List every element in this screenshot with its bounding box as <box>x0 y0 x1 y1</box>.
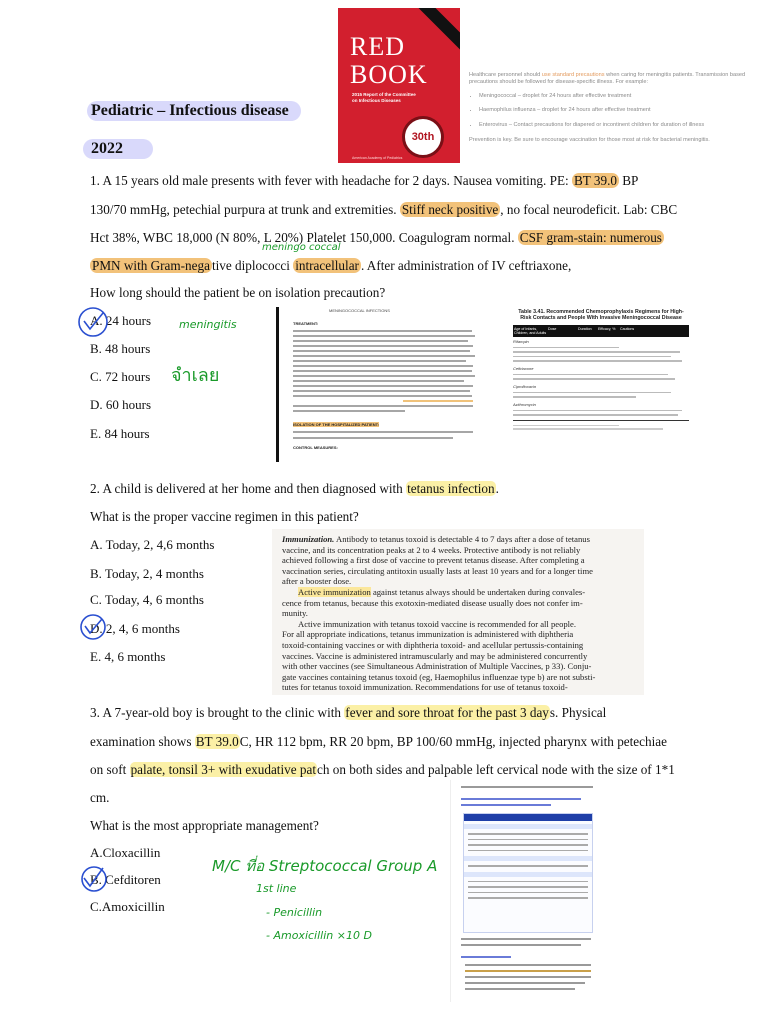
q1-option-a[interactable]: A. 24 hours <box>90 313 152 328</box>
table-drug: Ciprofloxacin <box>513 383 537 389</box>
reference-line: vaccination series, circulating antitoxin usually lasts at least 10 years and for a longer time <box>282 565 593 576</box>
table-header-row: Age of Infants, Children, and Adults Dose Duration Efficacy, % Cautions <box>513 325 689 337</box>
q3-answer-circle-icon <box>78 862 110 894</box>
reference-line: For all appropriate indications, tetanus immunization is administered with diphtheria <box>282 629 574 640</box>
q2-option-e[interactable]: E. 4, 6 months <box>90 649 166 664</box>
q3-option-a[interactable]: A.Cloxacillin <box>90 845 161 860</box>
reference-line: gate vaccines containing tetanus toxoid (eg, Haemophilus influenzae type b) are not substi- <box>282 671 596 682</box>
cover-publisher: American Academy of Pediatrics <box>352 156 403 160</box>
q3-line3: on soft palate, tonsil 3+ with exudative patch on both sides and palpable left cervical node with the size of 1*1 <box>90 762 675 777</box>
reference-line: vaccines. Vaccine is administered intramuscularly and may be administered concurrently <box>282 650 588 661</box>
guidance-bullet: • Enterovirus – Contact precautions for diapered or incontinent children for duration of illness <box>479 122 751 129</box>
reference-line: with other vaccines (see Simultaneous Administration of Multiple Vaccines, p 33). Conju- <box>282 661 592 672</box>
q1-hl-intracellular: intracellular <box>295 258 359 273</box>
q1-chemoprophylaxis-table <box>513 309 689 471</box>
cover-corner-band <box>414 8 460 53</box>
ref-text-lines <box>293 327 479 415</box>
cover-subtitle: 2015 Report of the Committee on Infectious Diseases <box>352 92 416 103</box>
reference-line: cence from tetanus, because this exotoxin-mediated disease usually does not confer im- <box>282 597 583 608</box>
ref-isolation-label: ISOLATION OF THE HOSPITALIZED PATIENT: <box>293 422 379 427</box>
guidance-intro: Healthcare personnel should use standard precautions when caring for meningitis patients. Transmission based precautions should be followed for disease-specific illness. For example: <box>469 72 746 86</box>
q1-option-e[interactable]: E. 84 hours <box>90 426 150 441</box>
reference-line: achieved following a first dose of vaccine to prevent tetanus disease. After completing a <box>282 555 585 566</box>
q3-guideline-excerpt <box>450 780 601 1002</box>
note-thai: จำเลย <box>171 365 220 386</box>
reference-line: Immunization. Antibody to tetanus toxoid is detectable 4 to 7 days after a dose of tetanus <box>282 534 590 544</box>
ref-control-label: CONTROL MEASURES: <box>293 445 338 450</box>
note-amoxicillin: - Amoxicillin ×10 D <box>266 929 372 942</box>
table-body <box>513 339 689 430</box>
q1-line2: 130/70 mmHg, petechial purpura at trunk and extremities. Stiff neck positive , no focal neurodeficit. Lab: CBC <box>90 202 678 217</box>
q2-reference-passage <box>272 529 644 695</box>
q3-line4: cm. <box>90 790 110 805</box>
q3-question: What is the most appropriate management? <box>90 818 319 833</box>
note-mc-strep: M/C ที่อ Streptococcal Group A <box>212 857 438 875</box>
q1-line4: PMN with Gram-nega tive diplococci intracellular . After administration of IV ceftriaxone, <box>92 258 572 273</box>
reference-line: munity. <box>282 608 308 619</box>
ref-treatment-label: TREATMENT: <box>293 321 319 326</box>
q1-hl-bt: BT 39.0 <box>573 173 617 188</box>
cover-title-1: RED <box>350 32 405 61</box>
q2-question: What is the proper vaccine regimen in this patient? <box>90 509 359 524</box>
table-title: Table 3.41. Recommended Chemoprophylaxis Regimens for High-Risk Contacts and People With Invasive Meningococcal Disease <box>518 309 684 322</box>
cover-30th-badge <box>402 116 444 158</box>
guidance-bullet: • Haemophilus influenza – droplet for 24 hours after effective treatment <box>479 107 751 114</box>
q3-option-c[interactable]: C.Amoxicillin <box>90 899 165 914</box>
q2-hl-tetanus: tetanus infection <box>407 481 495 496</box>
cover-title-2: BOOK <box>350 60 428 89</box>
reference-line: Active immunization with tetanus toxoid vaccine is recommended for all people. <box>298 618 577 629</box>
q2-answer-circle-icon <box>78 612 108 642</box>
badge-text: 30th <box>411 131 435 143</box>
q1-hl-pmn: PMN with Gram-nega <box>92 258 210 273</box>
q3-hl-tonsil: palate, tonsil 3+ with exudative pat <box>130 762 316 777</box>
reference-line: Active immunization against tetanus always should be undertaken during convales- <box>298 586 586 597</box>
standard-precautions-link[interactable]: use standard precautions <box>541 72 605 78</box>
q1-option-b[interactable]: B. 48 hours <box>90 341 151 356</box>
q1-hl-stiffneck: Stiff neck positive <box>401 202 499 217</box>
guidance-bullet: • Meningococcal – droplet for 24 hours after effective treatment <box>479 93 751 100</box>
note-meningitis: meningitis <box>179 318 237 331</box>
q1-question: How long should the patient be on isolation precaution? <box>90 285 386 300</box>
table-drug: Rifampin <box>513 338 529 344</box>
guidance-bullets <box>469 93 751 129</box>
q3-option-b[interactable]: B. Cefditoren <box>90 872 161 887</box>
q2-option-b[interactable]: B. Today, 2, 4 months <box>90 566 204 581</box>
ref-header: MENINGOCOCCAL INFECTIONS <box>329 308 390 313</box>
page-title: Pediatric – Infectious disease <box>87 101 301 121</box>
q2-option-c[interactable]: C. Today, 4, 6 months <box>90 592 204 607</box>
q3-line1: 3. A 7-year-old boy is brought to the clinic with fever and sore throat for the past 3 days. Physical <box>90 705 607 720</box>
q1-answer-circle-icon <box>76 305 110 339</box>
reference-line: vaccine, and its concentration peaks at 2 to 4 weeks. Protective antibody is not reliably <box>282 544 581 555</box>
reference-line: toxoid-containing vaccines or with diphtheria toxoid- and acellular pertussis-containing <box>282 639 584 650</box>
reference-line: after a booster dose. <box>282 576 352 587</box>
note-first-line: 1st line <box>256 882 297 895</box>
note-meningococcal: meningo coccal <box>262 242 341 253</box>
q1-reference-excerpt <box>276 307 482 462</box>
q3-line2: examination shows BT 39.0C, HR 112 bpm, RR 20 bpm, BP 100/60 mmHg, injected pharynx with petechiae <box>90 734 667 749</box>
q3-hl-bt: BT 39.0 <box>195 734 239 749</box>
guideline-table <box>463 813 593 933</box>
guidance-snippet <box>469 72 751 144</box>
reference-line: tutes for tetanus toxoid immunization. Recommendations for use of tetanus toxoid- <box>282 682 568 693</box>
q3-hl-fever: fever and sore throat for the past 3 day <box>345 705 549 720</box>
q2-option-d[interactable]: D. 2, 4, 6 months <box>90 621 180 636</box>
year-label: 2022 <box>83 139 153 159</box>
q1-option-c[interactable]: C. 72 hours <box>90 369 151 384</box>
q1-line1: 1. A 15 years old male presents with fever with headache for 2 days. Nausea vomiting. PE: BT 39.0 BP <box>90 173 639 188</box>
table-drug: Azithromycin <box>513 401 536 407</box>
guidance-footer: Prevention is key. Be sure to encourage vaccination for those most at risk for bacterial meningitis. <box>469 137 710 144</box>
table-drug: Ceftriaxone <box>513 365 534 371</box>
q2-line1: 2. A child is delivered at her home and then diagnosed with tetanus infection. <box>90 481 499 496</box>
reference-highlight: Active immunization <box>298 586 371 597</box>
note-penicillin: - Penicillin <box>266 906 323 919</box>
redbook-cover <box>338 8 460 163</box>
q1-option-d[interactable]: D. 60 hours <box>90 397 152 412</box>
q2-option-a[interactable]: A. Today, 2, 4,6 months <box>90 537 215 552</box>
q1-hl-csf: CSF gram-stain: numerous <box>519 230 662 245</box>
q1-line3: Hct 38%, WBC 18,000 (N 80%, L 20%) Platelet 150,000. Coagulogram normal. CSF gram-stain: numerous <box>90 230 662 245</box>
